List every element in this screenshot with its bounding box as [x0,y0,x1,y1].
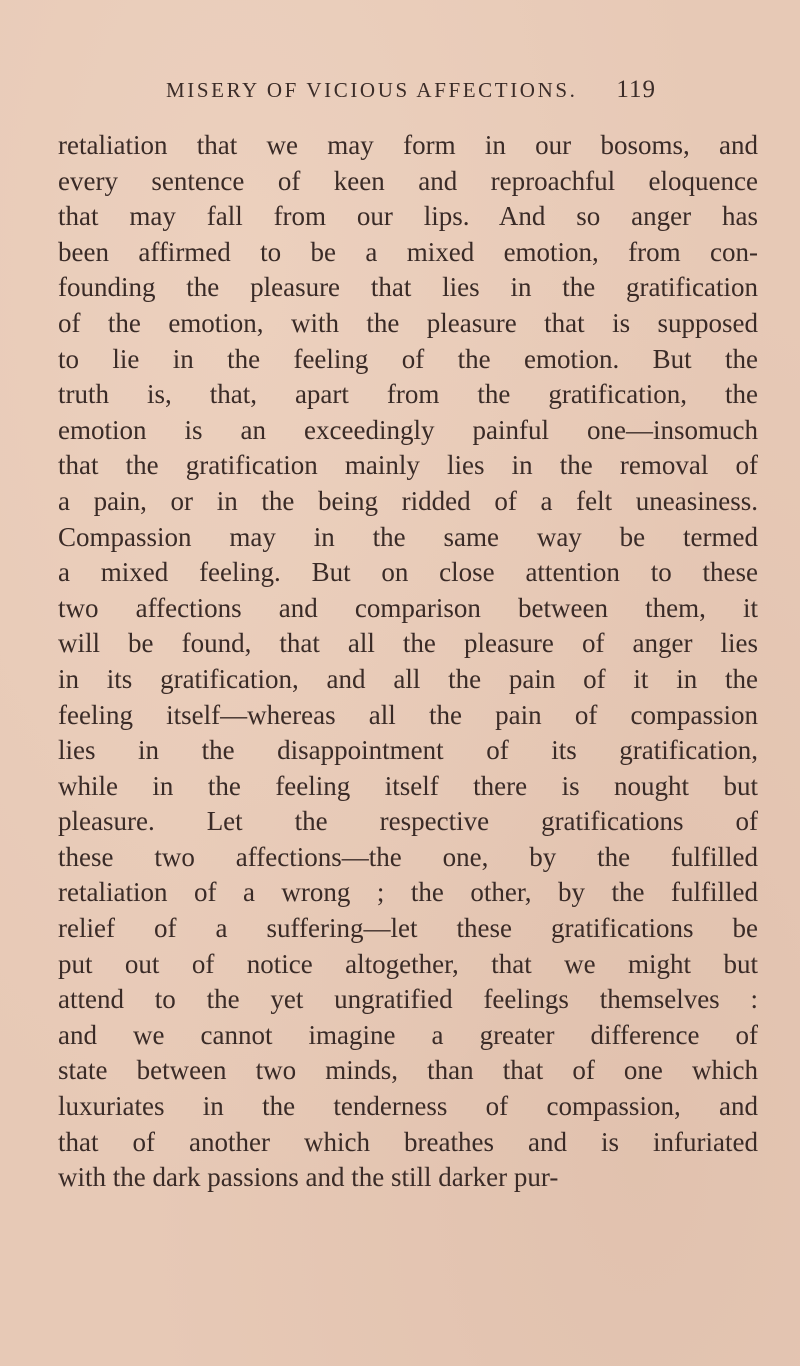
text-line: been affirmed to be a mixed emotion, from con- [58,236,758,267]
text-line: retaliation that we may form in our bosoms, and [58,130,758,160]
text-line: that the gratification mainly lies in the removal of [58,450,758,481]
text-line: attend to the yet ungratified feelings themselves : [58,984,758,1015]
running-title: MISERY OF VICIOUS AFFECTIONS. [166,78,578,102]
text-line: with the dark passions and the still darker pur- [58,1162,559,1193]
text-line: founding the pleasure that lies in the gratification [58,272,758,303]
text-line: of the emotion, with the pleasure that is supposed [58,307,758,338]
text-line: in its gratification, and all the pain of it in the [58,663,758,694]
text-line: pleasure. Let the respective gratifications of [58,806,758,837]
text-line: that may fall from our lips. And so anger has [58,201,758,232]
page-number: 119 [616,76,656,103]
text-line: a pain, or in the being ridded of a felt uneasiness. [58,485,758,516]
text-line: and we cannot imagine a greater difference of [58,1019,758,1050]
text-line: a mixed feeling. But on close attention to these [58,557,758,588]
text-line: retaliation of a wrong ; the other, by the fulfilled [58,877,758,908]
text-line: put out of notice altogether, that we might but [58,948,758,979]
text-line: relief of a suffering—let these gratifications be [58,913,758,944]
body-text [58,128,758,1196]
text-line: Compassion may in the same way be termed [58,521,758,552]
text-line: emotion is an exceedingly painful one—insomuch [58,414,758,445]
text-line: these two affections—the one, by the fulfilled [58,841,758,872]
text-line: that of another which breathes and is infuriated [58,1126,758,1157]
page-header [166,78,656,112]
text-line: will be found, that all the pleasure of anger lies [58,628,758,659]
text-line: truth is, that, apart from the gratification, the [58,379,758,410]
text-line: feeling itself—whereas all the pain of compassion [58,699,758,730]
text-line: two affections and comparison between them, it [58,592,758,623]
text-line: while in the feeling itself there is nought but [58,770,758,801]
text-line: state between two minds, than that of one which [58,1055,758,1086]
text-line: to lie in the feeling of the emotion. But the [58,343,758,374]
text-line: every sentence of keen and reproachful eloquence [58,165,758,196]
text-line: lies in the disappointment of its gratification, [58,735,758,766]
text-line: luxuriates in the tenderness of compassion, and [58,1091,758,1122]
